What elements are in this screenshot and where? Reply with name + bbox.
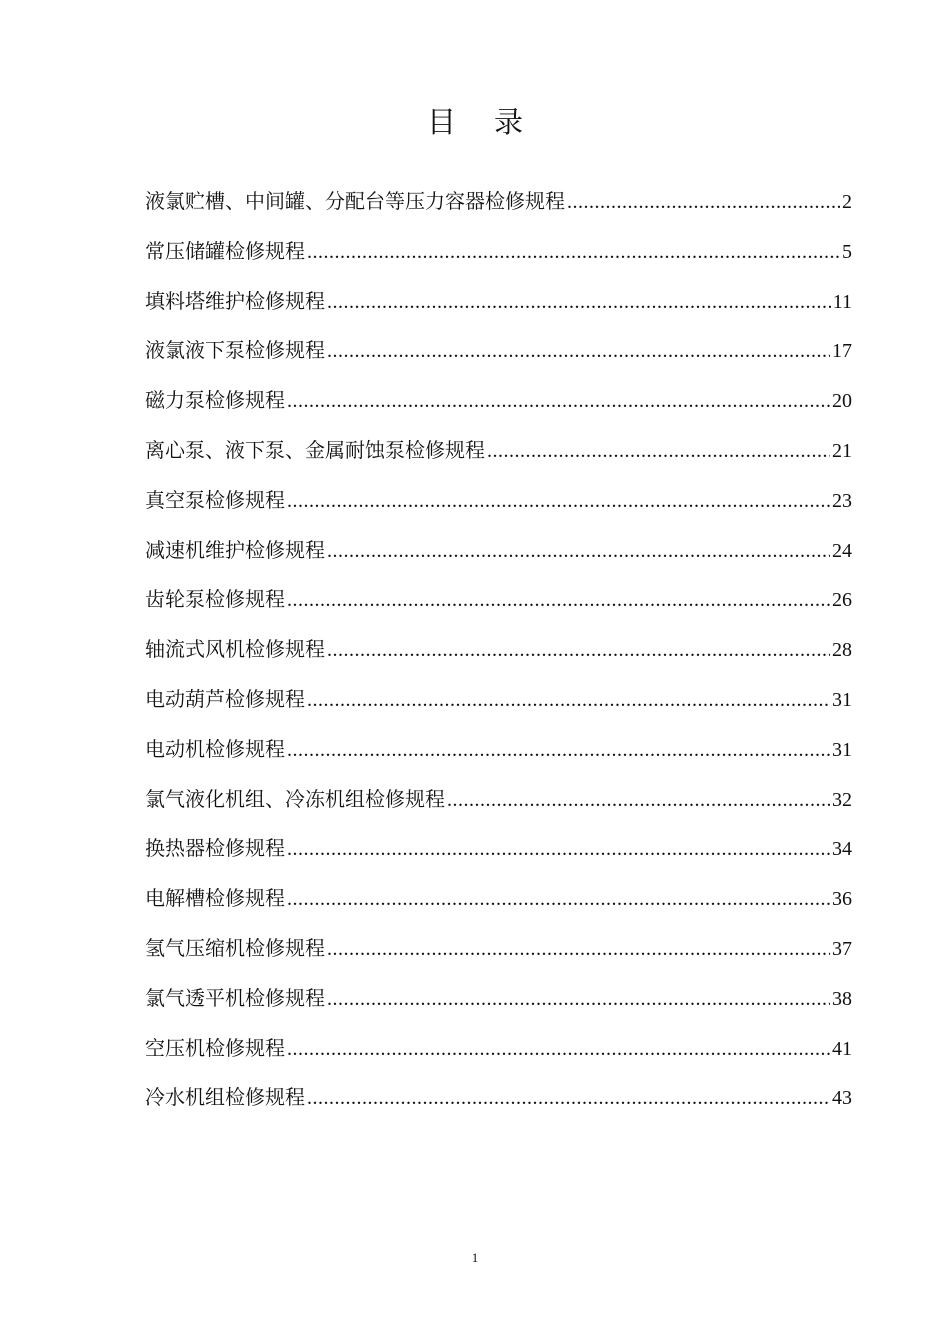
toc-dot-leader xyxy=(287,728,830,772)
toc-entry[interactable] xyxy=(145,378,852,428)
toc-entry-label: 氢气压缩机检修规程 xyxy=(145,935,325,960)
toc-dot-leader xyxy=(327,977,830,1021)
toc-dot-leader xyxy=(487,429,830,473)
toc-entry-label: 电动葫芦检修规程 xyxy=(145,686,305,711)
footer-page-number: 1 xyxy=(471,1250,479,1265)
toc-entry-label: 轴流式风机检修规程 xyxy=(145,637,325,662)
toc-entry-page: 5 xyxy=(842,240,852,263)
toc-entry-label: 电动机检修规程 xyxy=(145,736,285,761)
toc-entry-page: 36 xyxy=(832,888,852,911)
toc-entry[interactable] xyxy=(145,279,852,329)
toc-entry-label: 液氯液下泵检修规程 xyxy=(145,338,325,363)
toc-entry-page: 31 xyxy=(832,738,852,761)
toc-entry-label: 减速机维护检修规程 xyxy=(145,537,325,562)
toc-dot-leader xyxy=(287,578,830,622)
toc-dot-leader xyxy=(327,280,831,324)
toc-entry-page: 32 xyxy=(832,788,852,811)
toc-entry-page: 31 xyxy=(832,688,852,711)
toc-entry-label: 常压储罐检修规程 xyxy=(145,238,305,263)
toc-dot-leader xyxy=(327,927,830,971)
toc-entry-label: 齿轮泵检修规程 xyxy=(145,587,285,612)
toc-entry[interactable] xyxy=(145,1026,852,1076)
toc-entry-page: 2 xyxy=(842,191,852,213)
toc-entry-page: 21 xyxy=(832,439,852,462)
toc-entry[interactable] xyxy=(145,428,852,478)
toc-entry-page: 20 xyxy=(832,390,852,413)
toc-dot-leader xyxy=(327,628,830,672)
toc-entry-label: 填料塔维护检修规程 xyxy=(145,288,325,313)
toc-entry-page: 37 xyxy=(832,937,852,960)
table-of-contents xyxy=(145,179,852,1125)
toc-entry-page: 23 xyxy=(832,489,852,512)
toc-dot-leader xyxy=(287,877,830,921)
toc-dot-leader xyxy=(327,329,830,373)
toc-entry[interactable] xyxy=(145,826,852,876)
toc-entry-label: 电解槽检修规程 xyxy=(145,886,285,911)
toc-entry-page: 11 xyxy=(832,290,852,313)
toc-entry-page: 38 xyxy=(832,987,852,1010)
toc-entry[interactable] xyxy=(145,528,852,578)
toc-entry[interactable] xyxy=(145,677,852,727)
toc-entry-page: 28 xyxy=(832,639,852,662)
toc-entry[interactable] xyxy=(145,926,852,976)
toc-entry-page: 41 xyxy=(832,1037,852,1060)
toc-entry[interactable] xyxy=(145,876,852,926)
toc-entry[interactable] xyxy=(145,976,852,1026)
page-title: 目录 xyxy=(426,105,561,139)
toc-dot-leader xyxy=(287,479,830,523)
toc-entry-label: 空压机检修规程 xyxy=(145,1035,285,1060)
toc-entry[interactable] xyxy=(145,179,852,229)
toc-dot-leader xyxy=(287,379,830,423)
toc-entry[interactable] xyxy=(145,1075,852,1125)
toc-dot-leader xyxy=(567,180,840,224)
toc-entry-page: 34 xyxy=(832,838,852,861)
toc-entry-page: 26 xyxy=(832,589,852,612)
toc-dot-leader xyxy=(307,678,830,722)
toc-entry[interactable] xyxy=(145,229,852,279)
toc-entry-label: 冷水机组检修规程 xyxy=(145,1085,305,1110)
toc-entry[interactable] xyxy=(145,727,852,777)
toc-dot-leader xyxy=(307,1076,830,1120)
toc-entry[interactable] xyxy=(145,627,852,677)
toc-entry-label: 磁力泵检修规程 xyxy=(145,388,285,413)
toc-entry-label: 氯气透平机检修规程 xyxy=(145,985,325,1010)
toc-entry-page: 24 xyxy=(832,539,852,562)
toc-dot-leader xyxy=(287,827,830,871)
toc-dot-leader xyxy=(287,1027,830,1071)
toc-dot-leader xyxy=(307,230,840,274)
toc-entry[interactable] xyxy=(145,577,852,627)
toc-dot-leader xyxy=(447,778,830,822)
toc-entry-label: 氯气液化机组、冷冻机组检修规程 xyxy=(145,786,445,811)
toc-entry-label: 液氯贮槽、中间罐、分配台等压力容器检修规程 xyxy=(145,189,565,213)
toc-entry-page: 17 xyxy=(832,340,852,363)
toc-entry-label: 换热器检修规程 xyxy=(145,836,285,861)
toc-entry-page: 43 xyxy=(832,1087,852,1110)
toc-entry[interactable] xyxy=(145,478,852,528)
toc-entry[interactable] xyxy=(145,777,852,827)
toc-entry[interactable] xyxy=(145,328,852,378)
toc-entry-label: 真空泵检修规程 xyxy=(145,487,285,512)
toc-dot-leader xyxy=(327,529,830,573)
toc-entry-label: 离心泵、液下泵、金属耐蚀泵检修规程 xyxy=(145,437,485,462)
